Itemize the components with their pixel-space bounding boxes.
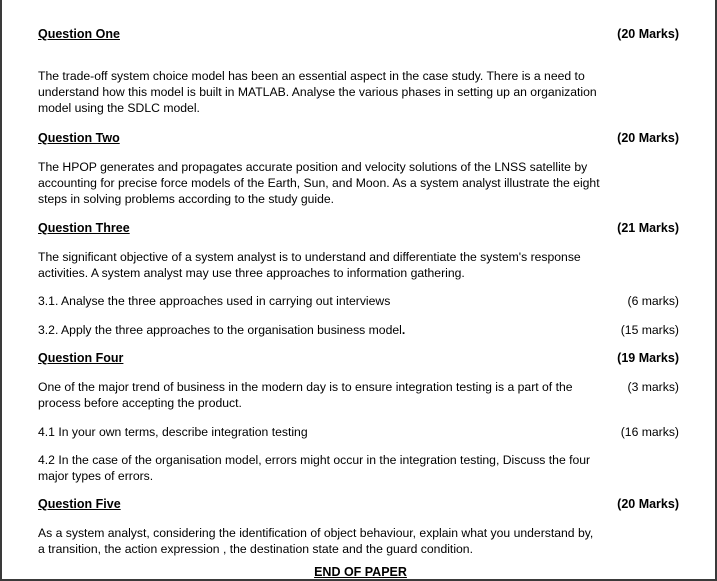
question-four-sub-2: 4.2 In the case of the organisation model, errors might occur in the integration testing, Discuss the four major types of errors. [38, 453, 591, 483]
question-five-heading: Question Five [38, 497, 121, 511]
question-four-sub-1: 4.1 In your own terms, describe integration testing [38, 425, 308, 439]
question-three-sub-2-text: 3.2. Apply the three approaches to the organisation business model [38, 323, 402, 337]
question-three-sub-2-marks: (15 marks) [620, 323, 679, 337]
question-five-marks: (20 Marks) [617, 497, 679, 511]
question-three-sub-1: 3.1. Analyse the three approaches used in carrying out interviews [38, 294, 391, 308]
question-four-body-marks: (3 marks) [627, 380, 679, 394]
end-of-paper: END OF PAPER [314, 565, 407, 579]
question-three-sub-2 [38, 322, 679, 338]
question-three-sub-1-marks: (6 marks) [627, 294, 679, 308]
question-four-marks: (19 Marks) [617, 351, 679, 365]
question-four-sub-1-marks: (16 marks) [620, 425, 679, 439]
question-five-body: As a system analyst, considering the identification of object behaviour, explain what you understand by, a transition, the action expression , the destination state and the guard condition. [38, 526, 594, 556]
question-two-heading: Question Two [38, 131, 120, 145]
question-one-body: The trade-off system choice model has been an essential aspect in the case study. There is a need to understand how this model is built in MATLAB. Analyse the various phases in setting up an organization model using the SDLC model. [38, 69, 597, 115]
question-three-body: The significant objective of a system analyst is to understand and differentiate the system's response activities. A system analyst may use three approaches to information gathering. [38, 250, 581, 280]
question-three-heading: Question Three [38, 221, 130, 235]
question-four-body: One of the major trend of business in the modern day is to ensure integration testing is a part of the process before accepting the product. [38, 380, 573, 410]
question-one-marks: (20 Marks) [617, 27, 679, 41]
question-three-marks: (21 Marks) [617, 221, 679, 235]
question-two-body: The HPOP generates and propagates accurate position and velocity solutions of the LNSS satellite by accounting for precise force models of the Earth, Sun, and Moon. As a system analyst illustrate the eight steps in solving problems according to the study guide. [38, 160, 600, 206]
question-two-marks: (20 Marks) [617, 131, 679, 145]
question-three-sub-2-dot: . [401, 323, 406, 337]
question-one-heading: Question One [38, 27, 120, 41]
question-four-heading: Question Four [38, 351, 124, 365]
